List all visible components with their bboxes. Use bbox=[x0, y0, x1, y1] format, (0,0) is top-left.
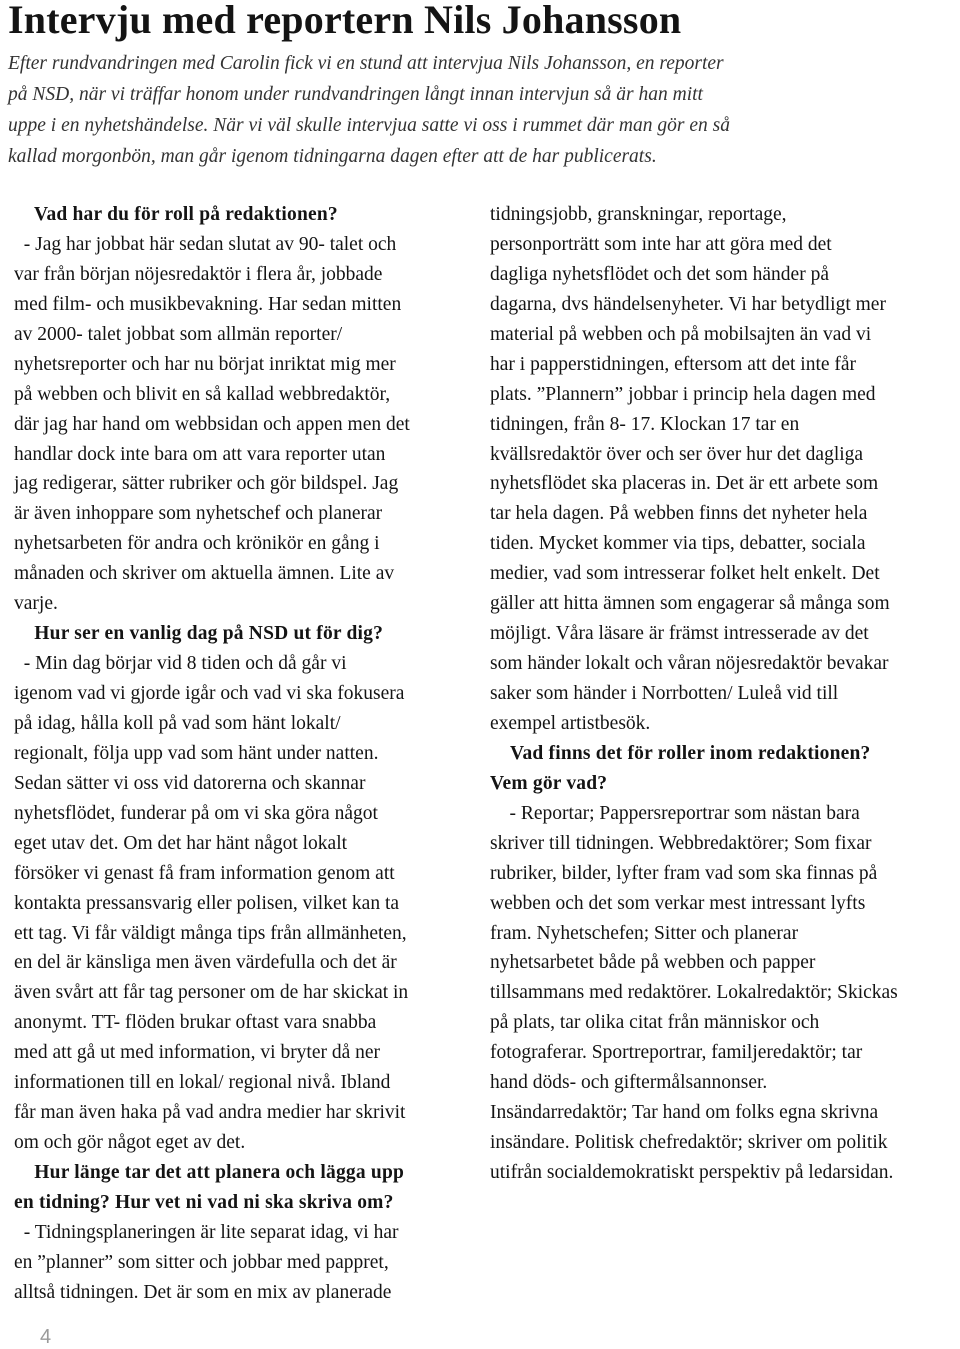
question-line: Vad finns det för roller inom redaktionen? bbox=[490, 742, 871, 764]
answer-line: om och gör något eget av det. bbox=[14, 1132, 246, 1154]
answer-line: där jag har hand om webbsidan och appen men det bbox=[14, 413, 410, 435]
answer-line: tar hela dagen. På webben finns det nyheter hela bbox=[490, 503, 868, 525]
answer-line: handlar dock inte bara om att vara reporter utan bbox=[14, 443, 386, 465]
answer-line: rubriker, bilder, lyfter fram vad som ska finnas på bbox=[490, 862, 878, 884]
intro-line: uppe i en nyhetshändelse. När vi väl skulle intervjua satte vi oss i rummet där man gör en så bbox=[8, 115, 730, 136]
answer-line: igenom vad vi gjorde igår och vad vi ska fokusera bbox=[14, 683, 405, 704]
answer-line: Insändarredaktör; Tar hand om folks egna skrivna bbox=[490, 1102, 879, 1124]
answer-line: - Reportar; Pappersreportrar som nästan bara bbox=[490, 802, 860, 824]
page-title: Intervju med reportern Nils Johansson bbox=[8, 0, 682, 42]
answer-line: med att gå ut med information, vi bryter då ner bbox=[14, 1042, 381, 1064]
answer-line: tiden. Mycket kommer via tips, debatter, sociala bbox=[490, 533, 866, 555]
answer-line: en del är känsliga men även värdefulla och det är bbox=[14, 952, 397, 974]
intro-line: kallad morgonbön, man går igenom tidningarna dagen efter att de har publicerats. bbox=[8, 146, 657, 167]
answer-line: exempel artistbesök. bbox=[490, 712, 651, 734]
answer-line: - Jag har jobbat här sedan slutat av 90- talet och bbox=[14, 233, 397, 255]
answer-line: informationen till en lokal/ regional nivå. Ibland bbox=[14, 1072, 391, 1094]
answer-line: personporträtt som inte har att göra med det bbox=[490, 233, 832, 255]
answer-line: eget utav det. Om det har hänt något lokalt bbox=[14, 832, 348, 854]
answer-line: skriver till tidningen. Webbredaktörer; Som fixar bbox=[490, 832, 872, 854]
answer-line: medier, vad som intresserar folket helt enkelt. Det bbox=[490, 563, 880, 585]
answer-line: hand döds- och giftermålsannonser. bbox=[490, 1072, 768, 1094]
answer-line: månaden och skriver om aktuella ämnen. Lite av bbox=[14, 563, 395, 585]
page-number: 4 bbox=[40, 1326, 52, 1348]
answer-line: - Tidningsplaneringen är lite separat idag, vi har bbox=[14, 1221, 399, 1243]
answer-line: möjligt. Våra läsare är främst intresserade av det bbox=[490, 623, 869, 645]
question-line: Vad har du för roll på redaktionen? bbox=[14, 204, 338, 225]
answer-line: med film- och musikbevakning. Har sedan mitten bbox=[14, 293, 402, 315]
answer-line: dagarna, dvs händelsenyheter. Vi har betydligt mer bbox=[490, 293, 886, 315]
answer-line: som händer lokalt och våran nöjesredaktör bevakar bbox=[490, 653, 889, 675]
question-line: Hur ser en vanlig dag på NSD ut för dig? bbox=[14, 623, 384, 645]
question-line: Vem gör vad? bbox=[490, 772, 608, 794]
answer-line: insändare. Politisk chefredaktör; skriver om politik bbox=[490, 1132, 888, 1154]
answer-line: tidningen, från 8- 17. Klockan 17 tar en bbox=[490, 413, 800, 435]
answer-line: tillsammans med redaktörer. Lokalredaktör; Skickas bbox=[490, 982, 898, 1004]
answer-line: nyhetsreporter och har nu börjat inriktat mig mer bbox=[14, 353, 396, 375]
intro-paragraph bbox=[8, 48, 853, 172]
answer-line: av 2000- talet jobbat som allmän reporter/ bbox=[14, 323, 343, 345]
answer-line: varje. bbox=[14, 593, 58, 615]
intro-line: på NSD, när vi träffar honom under rundvandringen långt innan intervjun så är han mitt bbox=[8, 84, 703, 105]
answer-line: nyhetsflödet ska placeras in. Det är ett arbete som bbox=[490, 473, 879, 495]
answer-line: gäller att hitta ämnen som engagerar så många som bbox=[490, 593, 890, 615]
intro-line: Efter rundvandringen med Carolin fick vi en stund att intervjua Nils Johansson, en reporter bbox=[8, 53, 724, 74]
answer-line: var från början nöjesredaktör i flera år, jobbade bbox=[14, 263, 383, 285]
answer-line: utifrån socialdemokratiskt perspektiv på ledarsidan. bbox=[490, 1162, 894, 1183]
answer-line: Sedan sätter vi oss vid datorerna och skannar bbox=[14, 772, 366, 794]
answer-line: ett tag. Vi får väldigt många tips från allmänheten, bbox=[14, 922, 407, 944]
answer-line: alltså tidningen. Det är som en mix av planerade bbox=[14, 1281, 392, 1303]
answer-line: - Min dag börjar vid 8 tiden och då går vi bbox=[14, 653, 347, 675]
answer-line: jag redigerar, sätter rubriker och gör bildspel. Jag bbox=[14, 473, 399, 495]
answer-line: regionalt, följa upp vad som hänt under natten. bbox=[14, 742, 379, 764]
answer-line: material på webben och på mobilsajten än vad vi bbox=[490, 323, 872, 345]
answer-line: dagliga nyhetsflödet och det som händer på bbox=[490, 263, 829, 285]
answer-line: kvällsredaktör över och ser över hur det dagliga bbox=[490, 443, 864, 465]
answer-line: nyhetsarbetet både på webben och papper bbox=[490, 952, 816, 974]
answer-line: är även inhoppare som nyhetschef och planerar bbox=[14, 503, 383, 525]
answer-line: saker som händer i Norrbotten/ Luleå vid till bbox=[490, 683, 839, 704]
answer-line: får man även haka på vad andra medier har skrivit bbox=[14, 1102, 406, 1124]
question-line: Hur länge tar det att planera och lägga upp bbox=[14, 1162, 405, 1183]
answer-line: kontakta pressansvarig eller polisen, vilket kan ta bbox=[14, 892, 400, 914]
question-line: en tidning? Hur vet ni vad ni ska skriva om? bbox=[14, 1191, 394, 1213]
answer-line: försöker vi genast få fram information genom att bbox=[14, 862, 395, 884]
answer-line: fram. Nyhetschefen; Sitter och planerar bbox=[490, 922, 799, 944]
left-column bbox=[14, 200, 474, 1308]
answer-line: en ”planner” som sitter och jobbar med pappret, bbox=[14, 1251, 389, 1273]
answer-line: på idag, hålla koll på vad som hänt lokalt/ bbox=[14, 712, 341, 734]
answer-line: fotograferar. Sportreportrar, familjeredaktör; tar bbox=[490, 1042, 863, 1064]
answer-line: på plats, tar olika citat från människor och bbox=[490, 1012, 820, 1034]
answer-line: även svårt att får tag personer om de har skickat in bbox=[14, 982, 409, 1004]
answer-line: nyhetsflödet, funderar på om vi ska göra något bbox=[14, 802, 378, 824]
answer-line: tidningsjobb, granskningar, reportage, bbox=[490, 204, 787, 225]
right-column bbox=[490, 200, 960, 1188]
answer-line: webben och det som verkar mest intressant lyfts bbox=[490, 892, 866, 914]
answer-line: nyhetsarbeten för andra och krönikör en gång i bbox=[14, 533, 380, 555]
answer-line: på webben och blivit en så kallad webbredaktör, bbox=[14, 383, 391, 405]
answer-line: har i papperstidningen, eftersom att det inte får bbox=[490, 353, 857, 375]
answer-line: anonymt. TT- flöden brukar oftast vara snabba bbox=[14, 1012, 377, 1034]
answer-line: plats. ”Plannern” jobbar i princip hela dagen med bbox=[490, 383, 876, 405]
